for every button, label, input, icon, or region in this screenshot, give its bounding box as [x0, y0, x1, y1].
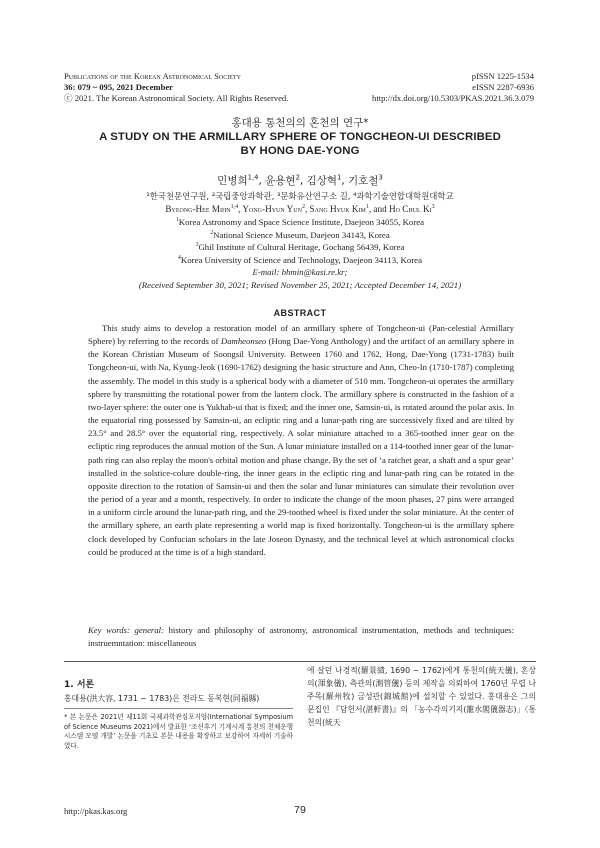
author-sup: 1,4 — [230, 203, 239, 210]
korean-author-3: , 김상혁 — [299, 175, 338, 187]
english-authors: Byeong-Hee Mihn$^{1,4}$, Yong-Hyun Yun$^2$, Sang Hyuk Kim$^1$, and Ho Chul Ki$^3$ — [165, 203, 435, 214]
email-address[interactable]: E-mail: bhmin@kasi.re.kr; — [252, 267, 348, 278]
author-sup: 3 — [431, 203, 435, 210]
keywords-text: history and philosophy of astronomy, astronomical instrumentation, methods and techniques: instruemntation: miscellaneous — [88, 625, 514, 648]
author-sup: 2 — [301, 203, 305, 210]
english-title-line-2: BY HONG DAE-YONG — [240, 144, 360, 157]
english-author-2: Yong-Hyun Yun — [242, 204, 302, 214]
affiliation-3 — [60, 241, 540, 254]
korean-affiliations: ¹한국천문연구원, ²국립중앙과학관, ³문화유산연구소 길, ⁴과학기술연합대학원대학교 — [146, 191, 454, 201]
english-author-3: Sang Hyuk Kim — [309, 204, 366, 214]
doi-link[interactable]: http://dx.doi.org/10.5303/PKAS.2021.36.3.079 — [372, 93, 534, 104]
footer-url[interactable]: http://pkas.kas.org — [64, 806, 128, 816]
affiliation-4 — [60, 254, 540, 267]
author-sup: 3 — [378, 173, 383, 182]
author-sup: 2 — [295, 173, 300, 182]
affiliation-2 — [60, 229, 540, 242]
divider — [64, 661, 536, 662]
author-sup: 1 — [337, 173, 342, 182]
footnote-divider — [64, 708, 293, 709]
volume-line: 36: 079 ~ 095, 2021 December — [64, 82, 173, 93]
affil-sup: 3 — [195, 242, 199, 249]
journal-name: Publications of the Korean Astronomical Society — [64, 71, 241, 81]
english-author-1: Byeong-Hee Mihn — [165, 204, 231, 214]
intro-paragraph: 홍대용(洪大容, 1731 ~ 1783)은 전라도 동복현(同福縣) — [64, 694, 260, 703]
affil-sup: 4 — [178, 254, 181, 261]
keywords-label: Key words: general: — [88, 625, 164, 635]
korean-author-1: 민병희 — [217, 175, 248, 187]
eissn: eISSN 2287-6936 — [472, 82, 534, 93]
author-sup: 1 — [365, 203, 369, 210]
korean-title: 홍대용 통천의의 혼천의 연구* — [231, 117, 369, 129]
copyright-line: ⓒ 2021. The Korean Astronomical Society. All Rights Reserved. — [64, 93, 289, 104]
affiliation-text: Korea University of Science and Technology, Daejeon 34113, Korea — [180, 254, 422, 265]
korean-author-2: , 윤용현 — [258, 175, 296, 187]
abstract-text-1: This study aims to develop a restoration model of an armillary sphere of Tongcheon-ui (Pan-celestial Armillary Sphere) by referring to the records of — [88, 323, 514, 347]
affil-sup: 2 — [210, 229, 214, 236]
keywords — [88, 624, 514, 649]
english-title-line-1: A STUDY ON THE ARMILLARY SPHERE OF TONGCHEON-UI DESCRIBED — [99, 131, 501, 143]
affiliation-list — [60, 216, 540, 292]
korean-author-4: , 기호철 — [341, 175, 379, 187]
english-author-4: Ho Chul Ki — [389, 204, 432, 214]
abstract-body — [88, 322, 514, 559]
affil-sup: 1 — [175, 217, 179, 224]
issn-block — [334, 71, 534, 105]
korean-authors — [60, 174, 540, 188]
affiliation-text: Ghil Institute of Cultural Heritage, Gochang 56439, Korea — [198, 242, 405, 253]
submission-dates: (Received September 30, 2021; Revised November 25, 2021; Accepted December 14, 2021) — [138, 279, 462, 290]
footnote: * 본 논문은 2021년 제11회 국제과학관심포지엄(International Symposium of Science Museums 2021)에서 발표한 ‘조선후기 기계시계 통천의 천체운행시스템 모델 개발’ 논문을 기초로 본문 내용을 확장하고 보강하여 자세히 기술하였다. — [64, 713, 293, 750]
abstract-heading: ABSTRACT — [273, 308, 327, 318]
abstract-text-2: (Hong Dae-Yong Anthology) and the artifact of an armillary sphere in the Korean Christian Museum of Soongsil University. Between 1760 and 1762, Hong, Dae-Yong (1731-1783) built Tongcheon-ui, with Na, Kyung-Jeok (1690-1762) designing the basic structure and Ann, Cheo-In (1710-1787) completing the assembly. The model in this study is a spherical body with a diameter of 510 mm. Tongcheon-ui operates the armillary sphere by transmitting the rotational power from the lantern clock. The armillary sphere is constructed in the fashion of a two-layer sphere: the outer one is Yukhab-ui that is fixed; and the inner one, Samsin-ui, is rotated around the polar axis. In the equatorial ring possessed by Samsin-ui, an ecliptic ring and a lunar-path ring are successively fixed and are tilted by 23.5° and 28.5° over the equatorial ring, respectively. A solar miniature attached to a 365-toothed inner gear on the ecliptic ring reproduces the annual motion of the Sun. A lunar miniature installed on a 114-toothed inner gear of the lunar-path ring can also replay the moon's orbital motion and phase change. By the set of ‘a ratchet gear, a shaft and a spur gear’ installed in the solstice-colure double-ring, the inner gears in the ecliptic ring and lunar-path ring can be rotated in the opposite direction to the rotation of Samsin-ui and then the solar and lunar miniatures can simulate their revolution over the period of a year and a month, respectively. In order to indicate the change of the moon phases, 27 pins were arranged in a uniform circle around the lunar-path ring, and the 29-toothed wheel is fixed under the solar miniature. At the center of the armillary sphere, an earth plate representing a world map is fixed horizontally. Tongcheon-ui is the armillary sphere clock developed by Confucian scholars in the late Joseon Dynasty, and the technical level at which astronomical clocks could be produced at the time is of a high standard. — [88, 336, 515, 557]
author-sup: 1,4 — [247, 173, 259, 182]
affiliation-text: National Science Museum, Daejeon 34143, Korea — [213, 229, 390, 240]
right-column-text: 에 살던 나경적(羅景績, 1690 ~ 1762)에게 통천의(統天儀), 혼상의(渾象儀), 측관의(測管儀) 등의 제작을 의뢰하여 1760년 무렵 나주목(羅州牧) 금성관(錦城館)에 설치할 수 있었다. 홍대용은 그의 문집인 『담헌서(湛軒書)』의 「농수각의기지(籠水閣儀器志)」〈통천의(統天 — [307, 666, 536, 728]
pissn: pISSN 1225-1534 — [471, 71, 534, 81]
english-title — [60, 131, 540, 158]
affiliation-1 — [60, 216, 540, 229]
abstract-italic: Damheonseo — [220, 336, 267, 347]
section-heading-intro: 1. 서론 — [64, 680, 95, 690]
page-number: 79 — [294, 804, 306, 816]
affiliation-text: Korea Astronomy and Space Science Institute, Daejeon 34055, Korea — [178, 217, 425, 227]
